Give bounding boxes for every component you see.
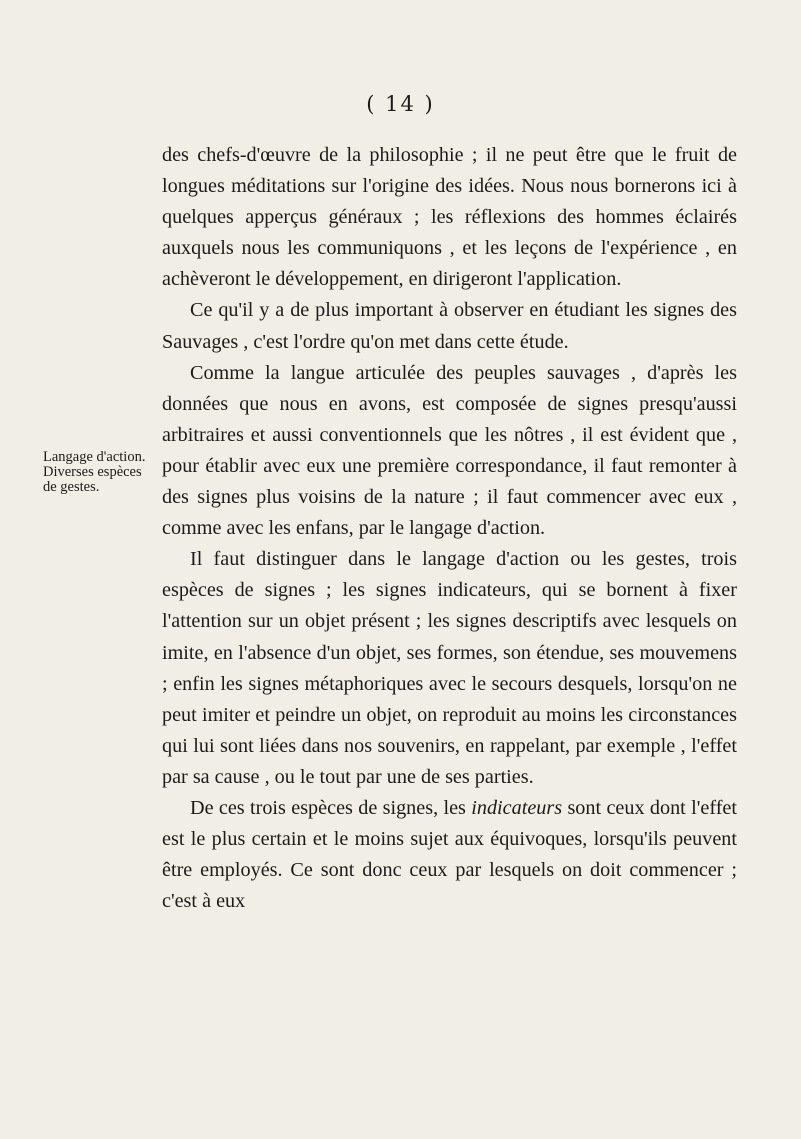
paragraph xyxy=(162,793,737,917)
page-number: ( 14 ) xyxy=(366,92,435,116)
paragraph-text: sont ceux dont l'effet est le plus certain et le moins sujet aux équivoques, lorsqu'ils peuvent être employés. Ce sont donc ceux par lesquels on doit commencer ; c'est à eux xyxy=(162,796,737,913)
emphasized-term: indicateurs xyxy=(471,796,563,819)
text-body xyxy=(162,140,737,917)
paragraph-text: De ces trois espèces de signes, les xyxy=(190,796,472,819)
margin-note: Langage d'action. Diverses espèces de gestes. xyxy=(43,449,146,495)
paragraph: Il faut distinguer dans le langage d'action ou les gestes, trois espèces de signes ; les signes indicateurs, qui se bornent à fixer l'attention sur un objet présent ; les signes descriptifs avec lesquels on imite, en l'absence d'un objet, ses formes, son étendue, ses mouvemens ; enfin les signes métaphoriques avec le secours desquels, lorsqu'on ne peut imiter et peindre un objet, on reproduit au moins les circonstances qui lui sont liées dans nos souvenirs, en rappelant, par exemple , l'effet par sa cause , ou le tout par une de ses parties. xyxy=(162,548,737,788)
paragraph: Ce qu'il y a de plus important à observer en étudiant les signes des Sauvages , c'est l'ordre qu'on met dans cette étude. xyxy=(162,299,737,353)
paragraph: Comme la langue articulée des peuples sauvages , d'après les données que nous en avons, est composée de signes presqu'aussi arbitraires et aussi conventionnels que les nôtres , il est évident que , pour établir avec eux une première correspondance, il faut remonter à des signes plus voisins de la nature ; il faut commencer avec eux , comme avec les enfans, par le langage d'action. xyxy=(162,361,737,540)
paragraph: des chefs-d'œuvre de la philosophie ; il ne peut être que le fruit de longues méditations sur l'origine des idées. Nous nous bornerons ici à quelques apperçus généraux ; les réflexions des hommes éclairés auxquels nous les communiquons , et les leçons de l'expérience , en achèveront le développement, en dirigeront l'application. xyxy=(162,144,737,291)
